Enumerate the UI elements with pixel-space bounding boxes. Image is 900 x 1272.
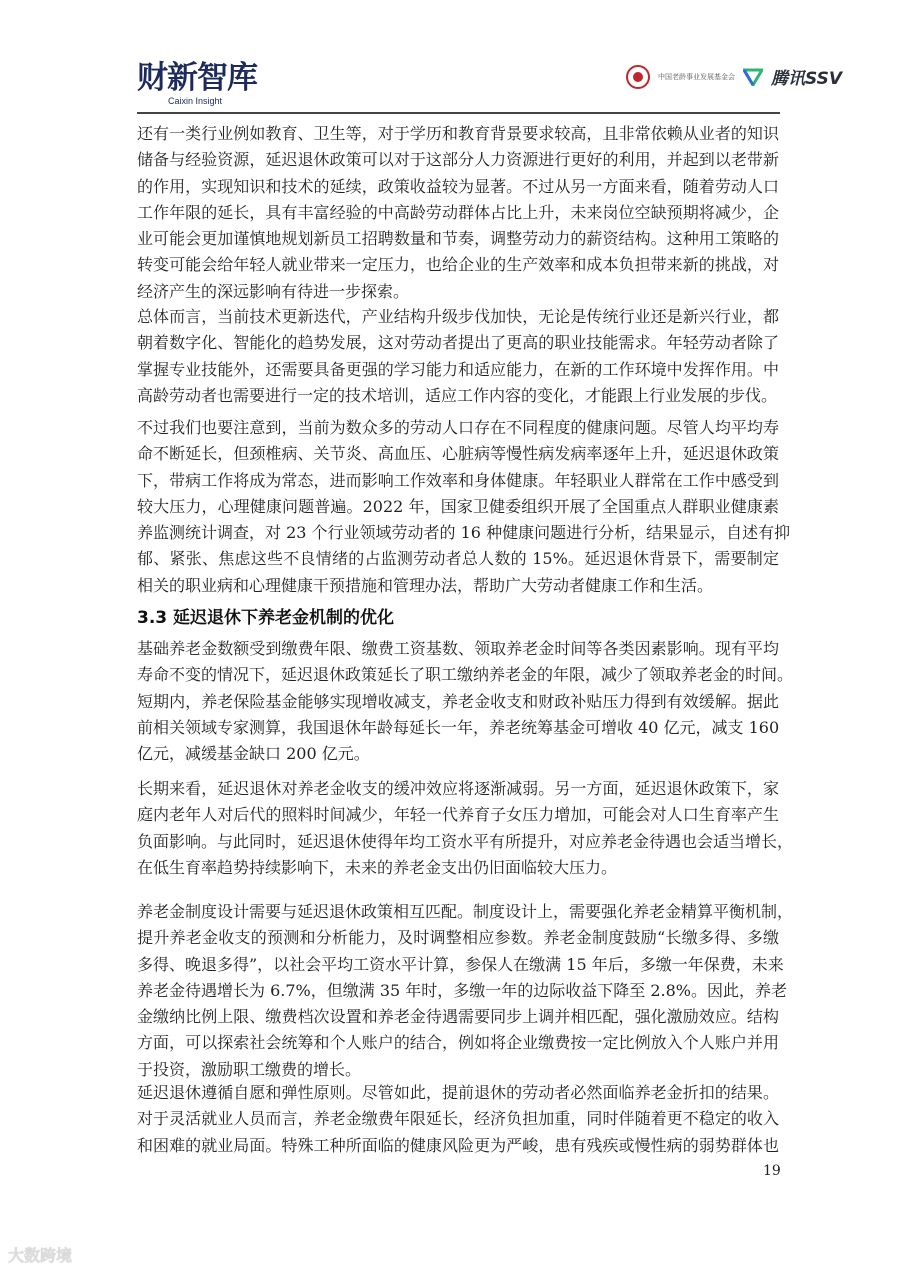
paragraph	[137, 304, 779, 409]
text-line: 基础养老金数额受到缴费年限、缴费工资基数、领取养老金时间等各类因素影响。现有平均	[137, 639, 779, 658]
paragraph	[137, 121, 779, 305]
header-rule	[137, 112, 780, 114]
text-line: 养老金待遇增长为 6.7%，但缴满 35 年时，多缴一年的边际收益下降至 2.8%。因此，养老	[137, 980, 788, 1000]
paragraph	[137, 776, 794, 881]
text-line: 命不断延长，但颈椎病、关节炎、高血压、心脏病等慢性病发病率逐年上升，延迟退休政策	[137, 444, 779, 464]
caixin-insight-logo	[137, 60, 257, 106]
foundation-seal-icon	[626, 65, 650, 89]
paragraph	[137, 636, 794, 767]
page-number: 19	[763, 1163, 781, 1179]
text-line: 于投资，激励职工缴费的增长。	[137, 1059, 362, 1079]
text-line: 多得、晚退多得”，以社会平均工资水平计算，参保人在缴满 15 年后，多缴一年保费，未来	[137, 954, 784, 974]
text-line: 下，带病工作将成为常态，进而影响工作效率和身体健康。年轻职业人群常在工作中感受到	[137, 470, 779, 490]
paragraph	[137, 899, 794, 1083]
text-line: 长期来看，延迟退休对养老金收支的缓冲效应将逐渐减弱。另一方面，延迟退休政策下，家	[137, 779, 779, 798]
text-line: 相关的职业病和心理健康干预措施和管理办法，帮助广大劳动者健康工作和生活。	[137, 575, 714, 595]
text-line: 寿命不变的情况下，延迟退休政策延长了职工缴纳养老金的年限，减少了领取养老金的时间。	[137, 665, 794, 685]
text-line: 养监测统计调查，对 23 个行业领域劳动者的 16 种健康问题进行分析，结果显示，自述有抑	[137, 523, 791, 543]
paragraph	[137, 1080, 779, 1159]
text-line: 较大压力，心理健康问题普遍。2022 年，国家卫健委组织开展了全国重点人群职业健康素	[137, 496, 779, 516]
text-line: 庭内老年人对后代的照料时间减少，年轻一代养育子女压力增加，可能会对人口生育率产生	[137, 805, 779, 825]
text-line: 养老金制度设计需要与延迟退休政策相互匹配。制度设计上，需要强化养老金精算平衡机制，	[137, 902, 794, 921]
logo-chinese: 财新智库	[137, 60, 257, 96]
text-line: 短期内，养老保险基金能够实现增收减支，养老金收支和财政补贴压力得到有效缓解。据此	[137, 691, 779, 711]
text-line: 工作年限的延长，具有丰富经验的中高龄劳动群体占比上升，未来岗位空缺预期将减少，企	[137, 202, 779, 222]
logo-english: Caixin Insight	[168, 96, 223, 106]
text-line: 经济产生的深远影响有待进一步探索。	[137, 281, 410, 301]
text-line: 延迟退休遵循自愿和弹性原则。尽管如此，提前退休的劳动者必然面临养老金折扣的结果。	[137, 1083, 779, 1102]
text-line: 亿元，减缓基金缺口 200 亿元。	[137, 744, 370, 764]
text-line: 不过我们也要注意到，当前为数众多的劳动人口存在不同程度的健康问题。尽管人均平均寿	[137, 418, 779, 437]
tencent-ssv-name: 腾讯SSV	[770, 69, 842, 89]
text-line: 转变可能会给年轻人就业带来一定压力，也给企业的生产效率和成本负担带来新的挑战，对	[137, 255, 779, 275]
partner-logos	[626, 64, 842, 89]
text-line: 郁、紧张、焦虑这些不良情绪的占监测劳动者总人数的 15%。延迟退休背景下，需要制定	[137, 549, 779, 569]
text-line: 的作用，实现知识和技术的延续，政策收益较为显著。不过从另一方面来看，随着劳动人口	[137, 176, 779, 196]
paragraph	[137, 415, 791, 599]
text-line: 高龄劳动者也需要进行一定的技术培训，适应工作内容的变化，才能跟上行业发展的步伐。	[137, 385, 778, 405]
tencent-ssv-icon	[743, 68, 763, 86]
watermark: 大数跨境	[8, 1246, 73, 1265]
text-line: 还有一类行业例如教育、卫生等，对于学历和教育背景要求较高，且非常依赖从业者的知识	[137, 124, 779, 143]
section-heading: 3.3 延迟退休下养老金机制的优化	[137, 608, 395, 628]
text-line: 储备与经验资源，延迟退休政策可以对于这部分人力资源进行更好的利用，并起到以老带新	[137, 150, 779, 170]
text-line: 掌握专业技能外，还需要具备更强的学习能力和适应能力，在新的工作环境中发挥作用。中	[137, 359, 779, 379]
text-line: 朝着数字化、智能化的趋势发展，这对劳动者提出了更高的职业技能需求。年轻劳动者除了	[137, 333, 779, 353]
foundation-name: 中国老龄事业发展基金会	[657, 72, 735, 81]
text-line: 前相关领域专家测算，我国退休年龄每延长一年，养老统筹基金可增收 40 亿元，减支 160	[137, 717, 780, 737]
text-line: 对于灵活就业人员而言，养老金缴费年限延长，经济负担加重，同时伴随着更不稳定的收入	[137, 1109, 779, 1129]
text-line: 负面影响。与此同时，延迟退休使得年均工资水平有所提升，对应养老金待遇也会适当增长，	[137, 831, 794, 851]
text-line: 金缴纳比例上限、缴费档次设置和养老金待遇需要同步上调并相匹配，强化激励效应。结构	[137, 1007, 779, 1027]
text-line: 方面，可以探索社会统筹和个人账户的结合，例如将企业缴费按一定比例放入个人账户并用	[137, 1033, 779, 1053]
text-line: 提升养老金收支的预测和分析能力，及时调整相应参数。养老金制度鼓励“长缴多得、多缴	[137, 928, 779, 948]
text-line: 总体而言，当前技术更新迭代，产业结构升级步伐加快，无论是传统行业还是新兴行业，都	[137, 307, 779, 326]
text-line: 在低生育率趋势持续影响下，未来的养老金支出仍旧面临较大压力。	[137, 857, 618, 877]
text-line: 业可能会更加谨慎地规划新员工招聘数量和节奏，调整劳动力的薪资结构。这种用工策略的	[137, 229, 779, 249]
text-line: 和困难的就业局面。特殊工种所面临的健康风险更为严峻，患有残疾或慢性病的弱势群体也	[137, 1135, 779, 1155]
